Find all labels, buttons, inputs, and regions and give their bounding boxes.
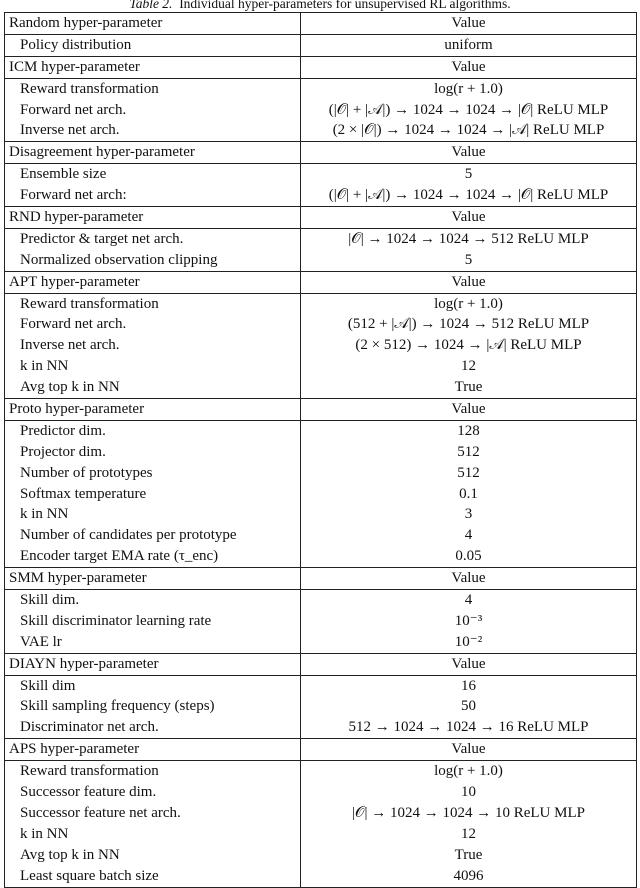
section-header-row xyxy=(5,399,637,421)
param-value: 10⁻² xyxy=(301,632,637,653)
hyperparameter-table xyxy=(4,12,637,888)
param-name: Discriminator net arch. xyxy=(5,717,301,738)
section-header: RND hyper-parameter xyxy=(5,207,301,229)
param-value: 16 xyxy=(301,675,637,696)
param-value: 12 xyxy=(301,356,637,377)
param-name: Forward net arch: xyxy=(5,185,301,206)
param-name: Predictor & target net arch. xyxy=(5,228,301,249)
param-name: Successor feature net arch. xyxy=(5,803,301,824)
table-row xyxy=(5,185,637,206)
table-row xyxy=(5,845,637,866)
section-header: Proto hyper-parameter xyxy=(5,399,301,421)
section-header-row xyxy=(5,142,637,164)
param-name: Reward transformation xyxy=(5,293,301,314)
value-header: Value xyxy=(301,56,637,78)
param-value: (|𝒪| + |𝒜|) → 1024 → 1024 → |𝒪| ReLU MLP xyxy=(301,100,637,121)
section-header: SMM hyper-parameter xyxy=(5,568,301,590)
table-row xyxy=(5,442,637,463)
param-name: Avg top k in NN xyxy=(5,845,301,866)
param-value: 128 xyxy=(301,420,637,441)
param-value: True xyxy=(301,377,637,398)
param-value: 0.05 xyxy=(301,546,637,567)
section-header-row xyxy=(5,13,637,35)
section-header-row xyxy=(5,568,637,590)
param-value: 10 xyxy=(301,782,637,803)
section-header: Disagreement hyper-parameter xyxy=(5,142,301,164)
table-caption xyxy=(0,0,640,11)
param-name: Predictor dim. xyxy=(5,420,301,441)
param-value: (|𝒪| + |𝒜|) → 1024 → 1024 → |𝒪| ReLU MLP xyxy=(301,185,637,206)
section-header: APT hyper-parameter xyxy=(5,271,301,293)
param-value: 4 xyxy=(301,525,637,546)
table-row xyxy=(5,335,637,356)
param-value: 4 xyxy=(301,590,637,611)
table-row xyxy=(5,420,637,441)
section-header: Random hyper-parameter xyxy=(5,13,301,35)
table-row xyxy=(5,100,637,121)
param-name: Reward transformation xyxy=(5,78,301,99)
table-row xyxy=(5,164,637,185)
param-name: Successor feature dim. xyxy=(5,782,301,803)
param-value: 12 xyxy=(301,824,637,845)
value-header: Value xyxy=(301,399,637,421)
table-caption-label: Table 2. xyxy=(129,0,173,11)
param-name: Normalized observation clipping xyxy=(5,250,301,271)
param-value: |𝒪| → 1024 → 1024 → 512 ReLU MLP xyxy=(301,228,637,249)
param-name: Number of candidates per prototype xyxy=(5,525,301,546)
value-header: Value xyxy=(301,207,637,229)
table-caption-text: Individual hyper-parameters for unsupervised RL algorithms. xyxy=(179,0,511,11)
table-row xyxy=(5,761,637,782)
value-header: Value xyxy=(301,142,637,164)
section-header-row xyxy=(5,207,637,229)
section-header-row xyxy=(5,271,637,293)
param-name: k in NN xyxy=(5,824,301,845)
table-row xyxy=(5,546,637,567)
param-value: True xyxy=(301,845,637,866)
param-value: 0.1 xyxy=(301,484,637,505)
param-name: Forward net arch. xyxy=(5,314,301,335)
param-name: Skill dim. xyxy=(5,590,301,611)
param-value: uniform xyxy=(301,34,637,56)
value-header: Value xyxy=(301,568,637,590)
section-header: ICM hyper-parameter xyxy=(5,56,301,78)
param-name: Avg top k in NN xyxy=(5,377,301,398)
table-row xyxy=(5,697,637,718)
param-name: Reward transformation xyxy=(5,761,301,782)
value-header: Value xyxy=(301,271,637,293)
param-name: Encoder target EMA rate (τ_enc) xyxy=(5,546,301,567)
table-row xyxy=(5,824,637,845)
table-row xyxy=(5,314,637,335)
table-row xyxy=(5,356,637,377)
param-name: Inverse net arch. xyxy=(5,335,301,356)
section-header: APS hyper-parameter xyxy=(5,739,301,761)
param-name: Projector dim. xyxy=(5,442,301,463)
table-row xyxy=(5,632,637,653)
table-row xyxy=(5,782,637,803)
section-header-row xyxy=(5,653,637,675)
param-value: 512 → 1024 → 1024 → 16 ReLU MLP xyxy=(301,717,637,738)
hyperparameter-table-body xyxy=(5,13,637,888)
param-name: k in NN xyxy=(5,356,301,377)
param-name: Skill discriminator learning rate xyxy=(5,611,301,632)
table-row xyxy=(5,803,637,824)
value-header: Value xyxy=(301,653,637,675)
param-value: (2 × 512) → 1024 → |𝒜| ReLU MLP xyxy=(301,335,637,356)
section-header-row xyxy=(5,56,637,78)
table-row xyxy=(5,78,637,99)
param-name: Skill sampling frequency (steps) xyxy=(5,697,301,718)
param-name: Softmax temperature xyxy=(5,484,301,505)
param-value: 512 xyxy=(301,463,637,484)
table-row xyxy=(5,377,637,398)
table-row xyxy=(5,611,637,632)
param-name: VAE lr xyxy=(5,632,301,653)
param-value: log(r + 1.0) xyxy=(301,761,637,782)
table-row xyxy=(5,484,637,505)
param-name: Skill dim xyxy=(5,675,301,696)
param-value: (2 × |𝒪|) → 1024 → 1024 → |𝒜| ReLU MLP xyxy=(301,120,637,141)
table-row xyxy=(5,675,637,696)
table-row xyxy=(5,866,637,887)
table-row xyxy=(5,293,637,314)
table-row xyxy=(5,34,637,56)
param-value: 50 xyxy=(301,697,637,718)
table-row xyxy=(5,717,637,738)
param-value: 5 xyxy=(301,164,637,185)
param-value: 512 xyxy=(301,442,637,463)
value-header: Value xyxy=(301,739,637,761)
table-row xyxy=(5,463,637,484)
section-header-row xyxy=(5,739,637,761)
value-header: Value xyxy=(301,13,637,35)
table-row xyxy=(5,504,637,525)
param-name: Number of prototypes xyxy=(5,463,301,484)
param-name: Policy distribution xyxy=(5,34,301,56)
param-value: (512 + |𝒜|) → 1024 → 512 ReLU MLP xyxy=(301,314,637,335)
param-value: 4096 xyxy=(301,866,637,887)
table-row xyxy=(5,590,637,611)
param-value: |𝒪| → 1024 → 1024 → 10 ReLU MLP xyxy=(301,803,637,824)
param-name: k in NN xyxy=(5,504,301,525)
section-header: DIAYN hyper-parameter xyxy=(5,653,301,675)
table-row xyxy=(5,120,637,141)
param-value: 3 xyxy=(301,504,637,525)
param-value: 5 xyxy=(301,250,637,271)
param-name: Inverse net arch. xyxy=(5,120,301,141)
table-row xyxy=(5,525,637,546)
param-name: Forward net arch. xyxy=(5,100,301,121)
param-name: Least square batch size xyxy=(5,866,301,887)
table-row xyxy=(5,250,637,271)
param-value: 10⁻³ xyxy=(301,611,637,632)
param-value: log(r + 1.0) xyxy=(301,293,637,314)
param-value: log(r + 1.0) xyxy=(301,78,637,99)
param-name: Ensemble size xyxy=(5,164,301,185)
table-row xyxy=(5,228,637,249)
